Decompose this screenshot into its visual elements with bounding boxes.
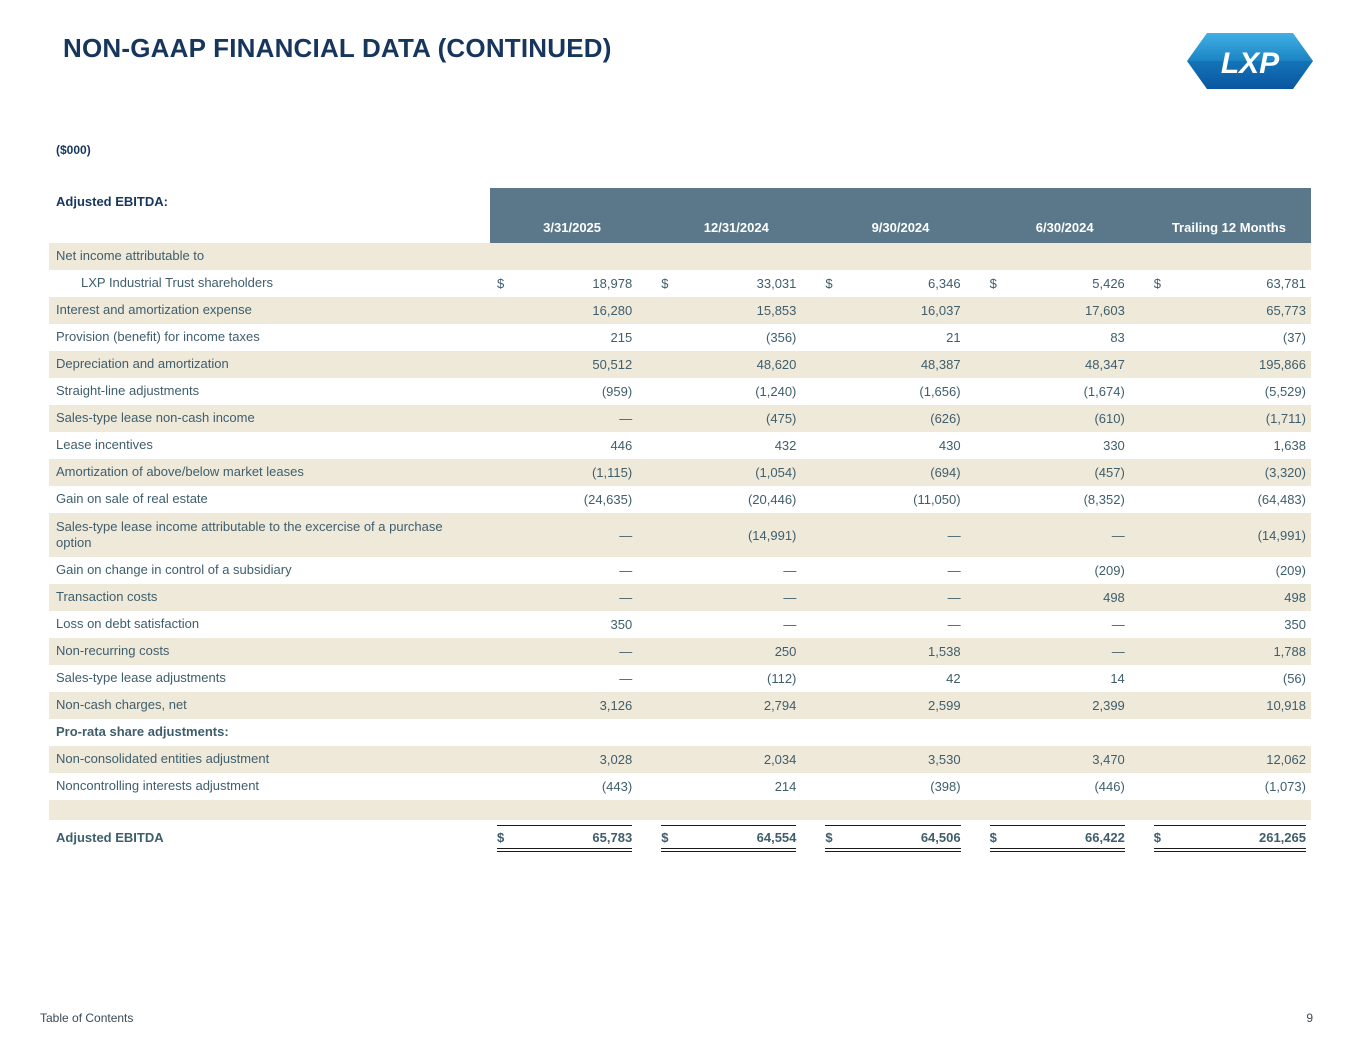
value-cell — [490, 351, 654, 378]
table-header — [49, 188, 1311, 243]
cell-value: 15,853 — [756, 303, 797, 318]
cell-value: (5,529) — [1264, 384, 1306, 399]
value-cell — [818, 692, 982, 719]
cell-value: 3,530 — [928, 752, 961, 767]
value-cell — [490, 611, 654, 638]
value-cell — [983, 692, 1147, 719]
value-cell — [818, 243, 982, 270]
value-cell — [818, 611, 982, 638]
row-label: Amortization of above/below market leases — [56, 464, 304, 480]
cell-value: (356) — [766, 330, 797, 345]
table-row — [49, 692, 1311, 719]
cell-value: 14 — [1110, 671, 1125, 686]
cell-value: — — [783, 617, 797, 632]
cell-value: (1,073) — [1264, 779, 1306, 794]
table-row — [49, 486, 1311, 513]
value-cell — [818, 432, 982, 459]
value-cell — [1147, 820, 1311, 856]
cell-value: 3,028 — [599, 752, 633, 767]
row-label: Noncontrolling interests adjustment — [56, 778, 260, 794]
slide-footer — [40, 1011, 1313, 1025]
cell-value: 48,620 — [756, 357, 797, 372]
cell-value: — — [619, 411, 633, 426]
value-cell — [818, 557, 982, 584]
units-note: ($000) — [56, 143, 91, 157]
cell-value: 64,554 — [756, 829, 797, 845]
row-label: Sales-type lease adjustments — [56, 670, 226, 686]
cell-value: 3,470 — [1092, 752, 1125, 767]
value-cell — [654, 297, 818, 324]
value-cell — [490, 405, 654, 432]
cell-value: 1,788 — [1273, 644, 1306, 659]
cell-value: 2,599 — [928, 698, 961, 713]
value-cell — [818, 665, 982, 692]
cell-value: (64,483) — [1257, 492, 1306, 507]
value-cell — [983, 378, 1147, 405]
value-cell — [654, 692, 818, 719]
value-cell — [1147, 324, 1311, 351]
cell-value: 432 — [774, 438, 797, 453]
table-row — [49, 638, 1311, 665]
column-header: 6/30/2024 — [983, 188, 1147, 243]
value-cell — [1147, 773, 1311, 800]
table-row — [49, 405, 1311, 432]
value-cell — [654, 459, 818, 486]
cell-value: (20,446) — [747, 492, 797, 507]
row-label: Depreciation and amortization — [56, 356, 229, 372]
cell-value: 10,918 — [1266, 698, 1306, 713]
table-row — [49, 351, 1311, 378]
value-cell — [654, 800, 818, 820]
cell-value: 430 — [938, 438, 961, 453]
value-cell — [818, 638, 982, 665]
value-cell — [983, 297, 1147, 324]
cell-value: 3,126 — [599, 698, 633, 713]
value-cell — [1147, 513, 1311, 557]
cell-value: — — [1111, 644, 1125, 659]
value-cell — [490, 486, 654, 513]
cell-value: (1,240) — [755, 384, 797, 399]
value-cell — [654, 557, 818, 584]
row-label: Gain on change in control of a subsidiary — [56, 562, 292, 578]
row-label: Sales-type lease income attributable to the excercise of a purchase option — [56, 518, 443, 550]
cell-value: (1,674) — [1083, 384, 1125, 399]
value-cell — [818, 746, 982, 773]
row-label: Lease incentives — [56, 437, 153, 453]
value-cell — [983, 351, 1147, 378]
slide-header — [0, 0, 1365, 89]
value-cell — [983, 820, 1147, 856]
row-label: Non-cash charges, net — [56, 697, 187, 713]
cell-value: — — [619, 527, 633, 543]
value-cell — [654, 611, 818, 638]
value-cell — [983, 405, 1147, 432]
value-cell — [1147, 486, 1311, 513]
table-row — [49, 378, 1311, 405]
table-row — [49, 459, 1311, 486]
cell-value: 350 — [610, 617, 633, 632]
row-label: Transaction costs — [56, 589, 158, 605]
value-cell — [490, 584, 654, 611]
table-row — [49, 773, 1311, 800]
value-cell — [818, 324, 982, 351]
cell-value: (1,711) — [1265, 411, 1306, 426]
page-title: NON-GAAP FINANCIAL DATA (CONTINUED) — [63, 33, 612, 63]
value-cell — [654, 773, 818, 800]
cell-value: 2,399 — [1092, 698, 1125, 713]
cell-value: 214 — [774, 779, 797, 794]
cell-value: 65,773 — [1266, 303, 1306, 318]
table-row — [49, 557, 1311, 584]
value-cell — [654, 665, 818, 692]
value-cell — [1147, 270, 1311, 297]
value-cell — [490, 270, 654, 297]
table-row — [49, 513, 1311, 557]
value-cell — [1147, 405, 1311, 432]
cell-value: 63,781 — [1266, 276, 1306, 291]
value-cell — [983, 746, 1147, 773]
column-header: 12/31/2024 — [654, 188, 818, 243]
cell-value: 17,603 — [1085, 303, 1125, 318]
cell-value: 33,031 — [756, 276, 797, 291]
cell-value: 2,794 — [763, 698, 797, 713]
value-cell — [1147, 746, 1311, 773]
cell-value: 66,422 — [1085, 829, 1125, 845]
row-label: Loss on debt satisfaction — [56, 616, 200, 632]
column-header: 9/30/2024 — [818, 188, 982, 243]
table-of-contents-link[interactable]: Table of Contents — [40, 1011, 134, 1025]
value-cell — [983, 243, 1147, 270]
value-cell — [818, 297, 982, 324]
adjusted-ebitda-table — [49, 188, 1311, 856]
cell-value: 215 — [610, 330, 633, 345]
value-cell — [1147, 665, 1311, 692]
cell-value: — — [947, 617, 961, 632]
cell-value: — — [619, 644, 633, 659]
table-row — [49, 432, 1311, 459]
value-cell — [654, 270, 818, 297]
cell-value: (443) — [601, 779, 633, 794]
cell-value: (457) — [1094, 465, 1125, 480]
value-cell — [818, 513, 982, 557]
dollar-sign: $ — [497, 276, 505, 291]
cell-value: (209) — [1094, 563, 1125, 578]
table-row — [49, 665, 1311, 692]
row-label: Gain on sale of real estate — [56, 491, 208, 507]
total-row — [49, 820, 1311, 856]
cell-value: (694) — [930, 465, 961, 480]
value-cell — [490, 665, 654, 692]
table-row — [49, 746, 1311, 773]
cell-value: 498 — [1284, 590, 1306, 605]
row-label: Net income attributable to — [56, 248, 205, 264]
value-cell — [818, 820, 982, 856]
cell-value: (446) — [1094, 779, 1125, 794]
value-cell — [818, 270, 982, 297]
value-cell — [654, 405, 818, 432]
value-cell — [983, 459, 1147, 486]
value-cell — [1147, 459, 1311, 486]
value-cell — [490, 692, 654, 719]
value-cell — [490, 432, 654, 459]
dollar-sign: $ — [989, 276, 997, 291]
value-cell — [654, 351, 818, 378]
value-cell — [818, 351, 982, 378]
cell-value: 1,638 — [1273, 438, 1306, 453]
row-label: Interest and amortization expense — [56, 302, 252, 318]
cell-value: (610) — [1094, 411, 1125, 426]
cell-value: 50,512 — [592, 357, 633, 372]
value-cell — [654, 324, 818, 351]
cell-value: 330 — [1103, 438, 1125, 453]
table-row — [49, 243, 1311, 270]
cell-value: (112) — [767, 671, 797, 686]
lxp-logo — [1187, 33, 1313, 89]
value-cell — [490, 324, 654, 351]
cell-value: 5,426 — [1092, 276, 1125, 291]
dollar-sign: $ — [1153, 276, 1162, 291]
value-cell — [490, 820, 654, 856]
value-cell — [490, 378, 654, 405]
value-cell — [983, 719, 1147, 746]
dollar-sign: $ — [497, 829, 505, 845]
row-label: Straight-line adjustments — [56, 383, 200, 399]
value-cell — [983, 665, 1147, 692]
cell-value: (37) — [1282, 330, 1306, 345]
column-header: 3/31/2025 — [490, 188, 654, 243]
cell-value: — — [619, 671, 633, 686]
cell-value: (475) — [766, 411, 797, 426]
table-row — [49, 324, 1311, 351]
cell-value: (24,635) — [583, 492, 633, 507]
cell-value: 498 — [1103, 590, 1125, 605]
cell-value: (14,991) — [1257, 527, 1306, 543]
row-label: Adjusted EBITDA — [56, 829, 164, 845]
value-cell — [983, 486, 1147, 513]
value-cell — [1147, 638, 1311, 665]
value-cell — [654, 432, 818, 459]
row-label — [49, 800, 490, 820]
cell-value: 48,387 — [920, 357, 961, 372]
dollar-sign: $ — [825, 829, 833, 845]
row-label: Non-recurring costs — [56, 643, 170, 659]
dollar-sign: $ — [661, 829, 669, 845]
cell-value: — — [1111, 617, 1125, 632]
value-cell — [983, 773, 1147, 800]
cell-value: 446 — [610, 438, 633, 453]
value-cell — [654, 638, 818, 665]
value-cell — [654, 820, 818, 856]
value-cell — [1147, 584, 1311, 611]
value-cell — [490, 557, 654, 584]
value-cell — [818, 773, 982, 800]
cell-value: 12,062 — [1266, 752, 1306, 767]
value-cell — [654, 513, 818, 557]
cell-value: 261,265 — [1258, 829, 1306, 845]
cell-value: 2,034 — [763, 752, 797, 767]
dollar-sign: $ — [989, 829, 997, 845]
spacer-row — [49, 800, 1311, 820]
cell-value: — — [947, 563, 961, 578]
cell-value: (1,115) — [591, 465, 633, 480]
value-cell — [490, 773, 654, 800]
section-label: Adjusted EBITDA: — [56, 194, 168, 209]
cell-value: (1,656) — [919, 384, 961, 399]
cell-value: (209) — [1275, 563, 1306, 578]
cell-value: 64,506 — [920, 829, 961, 845]
value-cell — [1147, 557, 1311, 584]
value-cell — [1147, 351, 1311, 378]
value-cell — [1147, 432, 1311, 459]
cell-value: (56) — [1282, 671, 1306, 686]
value-cell — [654, 378, 818, 405]
table-row — [49, 270, 1311, 297]
value-cell — [818, 584, 982, 611]
cell-value: 250 — [774, 644, 797, 659]
value-cell — [1147, 378, 1311, 405]
cell-value: 6,346 — [928, 276, 961, 291]
value-cell — [818, 486, 982, 513]
row-label: Pro-rata share adjustments: — [56, 724, 229, 740]
cell-value: (398) — [930, 779, 961, 794]
cell-value: — — [947, 590, 961, 605]
value-cell — [983, 611, 1147, 638]
value-cell — [983, 324, 1147, 351]
value-cell — [983, 432, 1147, 459]
value-cell — [490, 513, 654, 557]
cell-value: 65,783 — [592, 829, 633, 845]
cell-value: (8,352) — [1083, 492, 1125, 507]
value-cell — [654, 584, 818, 611]
table-row — [49, 584, 1311, 611]
value-cell — [818, 800, 982, 820]
value-cell — [1147, 692, 1311, 719]
row-label: Non-consolidated entities adjustment — [56, 751, 270, 767]
logo-text: LXP — [1220, 47, 1280, 80]
cell-value: — — [783, 590, 797, 605]
value-cell — [654, 746, 818, 773]
value-cell — [983, 638, 1147, 665]
cell-value: — — [947, 527, 961, 543]
lxp-logo-graphic — [1187, 33, 1313, 89]
dollar-sign: $ — [661, 276, 669, 291]
value-cell — [654, 719, 818, 746]
cell-value: — — [619, 563, 633, 578]
value-cell — [490, 719, 654, 746]
cell-value: — — [783, 563, 797, 578]
row-label: Provision (benefit) for income taxes — [56, 329, 260, 345]
column-header: Trailing 12 Months — [1147, 188, 1311, 243]
value-cell — [818, 459, 982, 486]
value-cell — [983, 557, 1147, 584]
table-row — [49, 719, 1311, 746]
value-cell — [818, 405, 982, 432]
value-cell — [983, 800, 1147, 820]
table-row — [49, 611, 1311, 638]
value-cell — [983, 584, 1147, 611]
value-cell — [654, 486, 818, 513]
cell-value: 42 — [946, 671, 961, 686]
value-cell — [490, 297, 654, 324]
cell-value: 21 — [946, 330, 961, 345]
value-cell — [1147, 800, 1311, 820]
value-cell — [818, 378, 982, 405]
cell-value: (14,991) — [747, 527, 797, 543]
value-cell — [490, 459, 654, 486]
row-label: Sales-type lease non-cash income — [56, 410, 255, 426]
value-cell — [983, 513, 1147, 557]
row-label: LXP Industrial Trust shareholders — [81, 275, 273, 291]
cell-value: 16,280 — [592, 303, 633, 318]
cell-value: — — [1111, 527, 1125, 543]
value-cell — [1147, 243, 1311, 270]
value-cell — [1147, 297, 1311, 324]
value-cell — [490, 800, 654, 820]
dollar-sign: $ — [825, 276, 833, 291]
value-cell — [983, 270, 1147, 297]
value-cell — [818, 719, 982, 746]
cell-value: 16,037 — [920, 303, 961, 318]
cell-value: (3,320) — [1264, 465, 1306, 480]
cell-value: 1,538 — [928, 644, 961, 659]
cell-value: 48,347 — [1085, 357, 1125, 372]
value-cell — [654, 243, 818, 270]
value-cell — [490, 243, 654, 270]
cell-value: (11,050) — [913, 492, 961, 507]
cell-value: (626) — [930, 411, 961, 426]
page-number: 9 — [1306, 1011, 1313, 1025]
cell-value: (1,054) — [755, 465, 797, 480]
cell-value: 350 — [1284, 617, 1306, 632]
cell-value: 83 — [1110, 330, 1125, 345]
value-cell — [490, 638, 654, 665]
cell-value: 18,978 — [592, 276, 633, 291]
table-row — [49, 297, 1311, 324]
cell-value: 195,866 — [1258, 357, 1306, 372]
value-cell — [490, 746, 654, 773]
section-label-cell — [49, 188, 490, 243]
dollar-sign: $ — [1153, 829, 1162, 845]
cell-value: — — [619, 590, 633, 605]
value-cell — [1147, 719, 1311, 746]
value-cell — [1147, 611, 1311, 638]
cell-value: (959) — [601, 384, 633, 399]
table-body — [49, 243, 1311, 856]
